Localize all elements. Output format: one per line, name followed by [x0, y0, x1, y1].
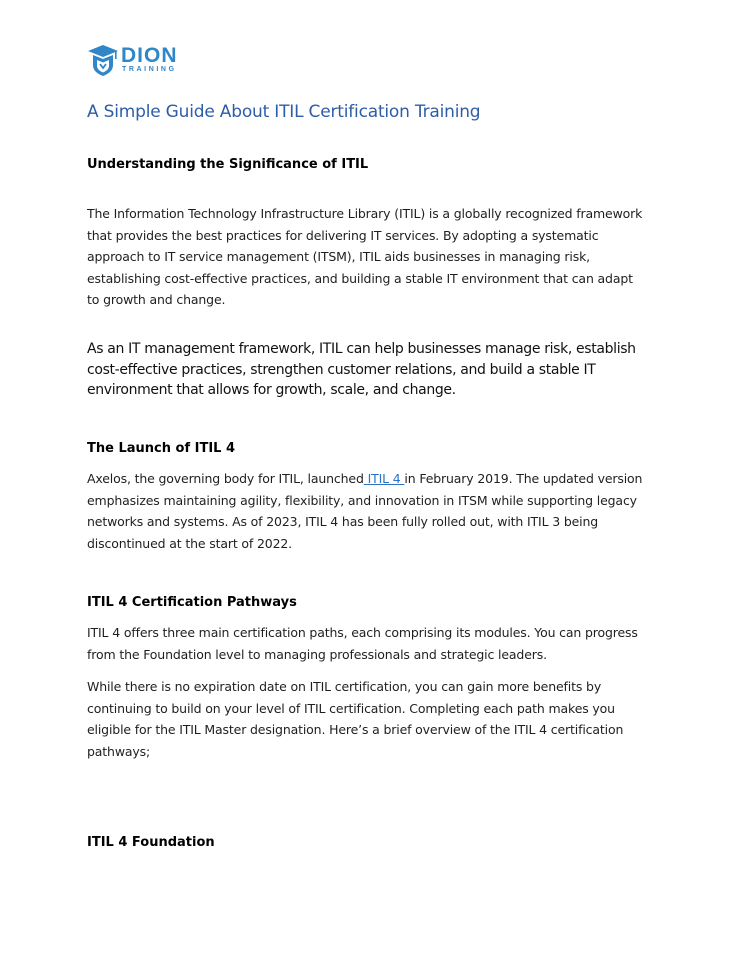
section-heading-pathways: ITIL 4 Certification Pathways — [87, 595, 297, 610]
paragraph-pathways-overview: While there is no expiration date on ITIL certification, you can gain more benefits by continuing to build on your level of ITIL certification. Completing each path makes you eligible for the ITIL Master designation. Here’s a brief overview of the ITIL 4 certification pathways; — [87, 679, 624, 759]
document-title: A Simple Guide About ITIL Certification Training — [87, 102, 481, 122]
graduation-cap-shield-icon — [87, 43, 119, 77]
section-heading-launch: The Launch of ITIL 4 — [87, 441, 236, 456]
section-heading-significance: Understanding the Significance of ITIL — [87, 157, 369, 172]
logo-wordmark: DION — [121, 44, 178, 67]
launch-text-after: in February 2019. The updated version emphasizes maintaining agility, flexibility, and innovation in ITSM while supporting legacy networks and systems. As of 2023, ITIL 4 has been fully rolled out, with ITIL 3 being discontinued at the start of 2022. — [87, 471, 643, 551]
paragraph-pathways-intro: ITIL 4 offers three main certification paths, each comprising its modules. You can progress from the Foundation level to managing professionals and strategic leaders. — [87, 625, 638, 662]
paragraph-itil-definition: The Information Technology Infrastructure Library (ITIL) is a globally recognized framework that provides the best practices for delivering IT services. By adopting a systematic approach to IT service management (ITSM), ITIL aids businesses in managing risk, establishing cost-effective practices, and building a stable IT environment that can adapt to growth and change. — [87, 206, 643, 307]
dion-training-logo — [87, 43, 178, 77]
launch-text-before: Axelos, the governing body for ITIL, launched — [87, 471, 364, 486]
logo-tagline: TRAINING — [122, 66, 177, 73]
itil4-link[interactable]: ITIL 4 — [363, 471, 405, 486]
paragraph-itil-benefits: As an IT management framework, ITIL can help businesses manage risk, establish cost-effective practices, strengthen customer relations, and build a stable IT environment that allows for growth, scale, and change. — [87, 341, 636, 398]
section-heading-foundation: ITIL 4 Foundation — [87, 835, 215, 850]
paragraph-itil4-launch — [87, 468, 647, 554]
